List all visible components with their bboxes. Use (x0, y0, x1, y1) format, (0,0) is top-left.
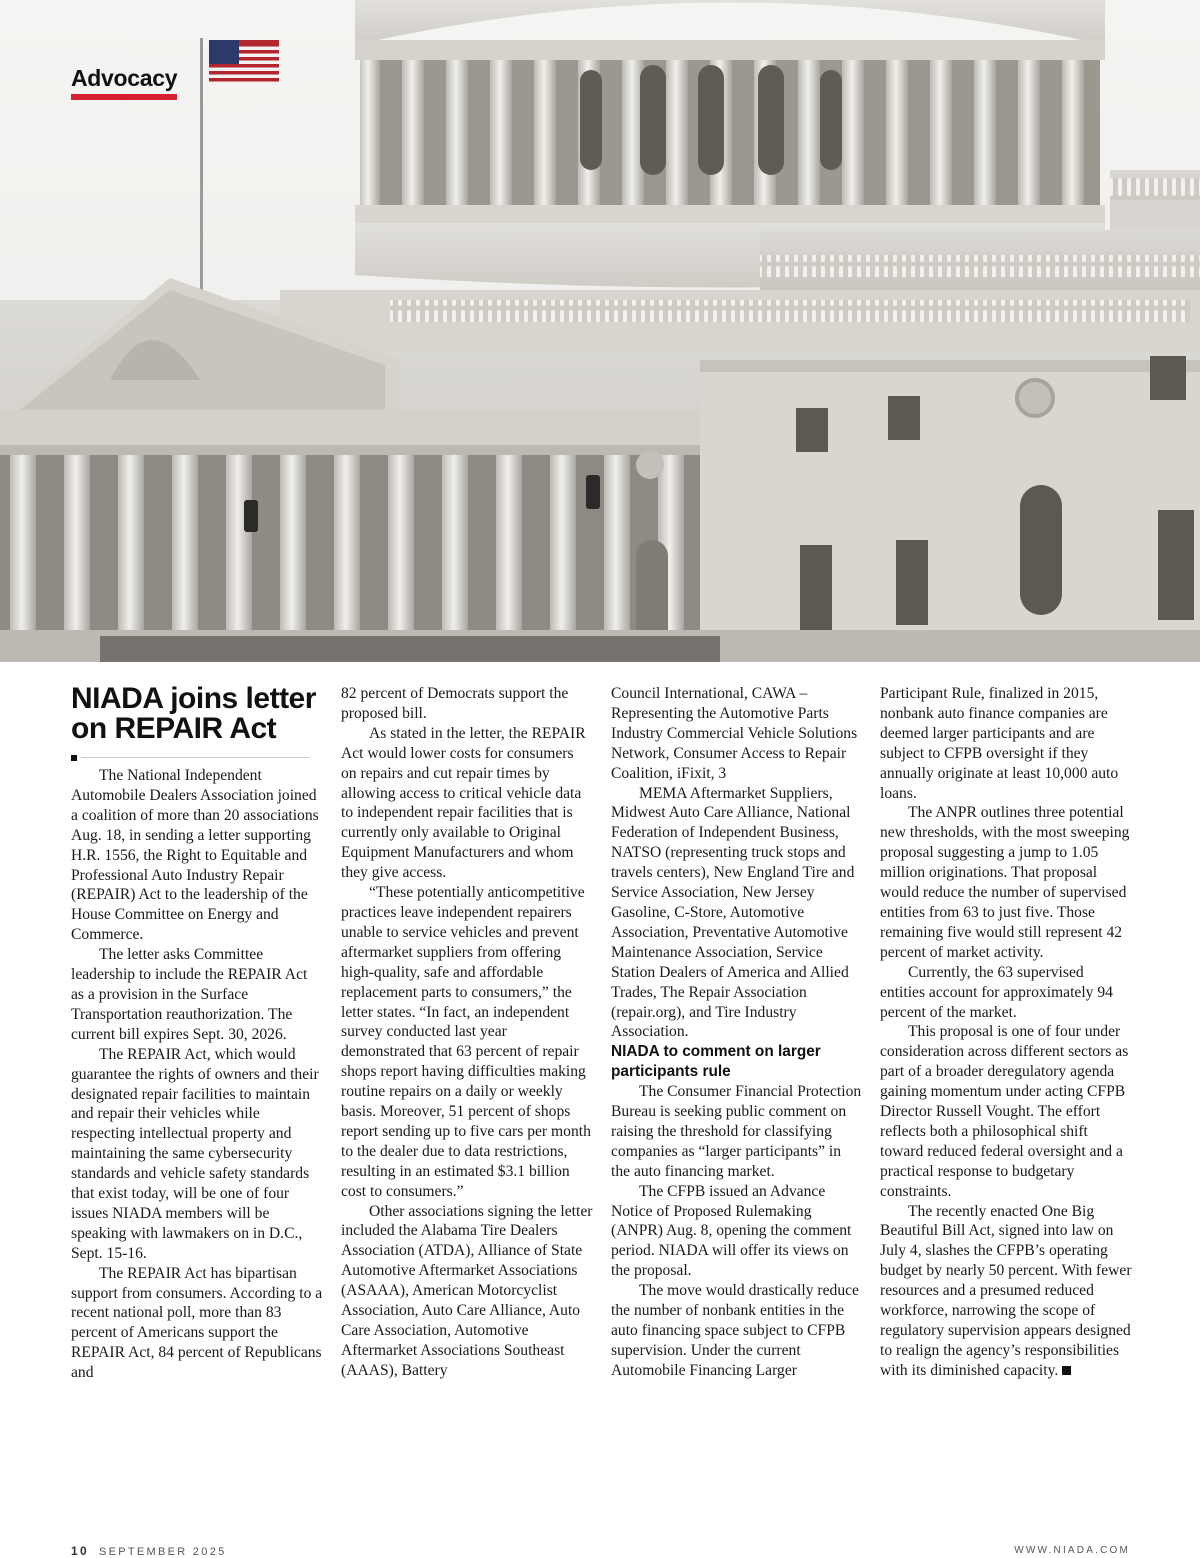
footer-website: WWW.NIADA.COM (1014, 1545, 1130, 1556)
page-number: 10 (71, 1544, 89, 1558)
paragraph: Other associations signing the letter included the Alabama Tire Dealers Association (ATDA), Alliance of State Automotive Aftermarket Associations (ASAAA), American Motorcyclist Association, Auto Care Alliance, Auto Care Association, Automotive Aftermarket Associations Southeast (AAAS), Battery (341, 1202, 593, 1379)
paragraph: Council International, CAWA – Representing the Automotive Parts Industry Commercial Vehicle Solutions Network, Consumer Access to Repair Coalition, iFixit, 3 (611, 685, 858, 782)
paragraph: The REPAIR Act, which would guarantee the rights of owners and their designated repair facilities to maintain and repair their vehicles while respecting intellectual property and maintaining the same cybersecurity standards and vehicle safety standards that exist today, will be one of four issues NIADA members will be speaking with lawmakers on in D.C., Sept. 15-16. (71, 1045, 319, 1262)
paragraph-last (880, 1202, 1132, 1381)
paragraph: 82 percent of Democrats support the proposed bill. (341, 685, 569, 722)
paragraph: The move would drastically reduce the number of nonbank entities in the auto financing space subject to CFPB supervision. Under the current Automobile Financing Larger (611, 1282, 859, 1379)
paragraph: The REPAIR Act has bipartisan support from consumers. According to a recent national poll, more than 83 percent of Americans support the REPAIR Act, 84 percent of Republicans and (71, 1264, 323, 1382)
article-column-3 (611, 684, 863, 1381)
paragraph: Participant Rule, finalized in 2015, nonbank auto finance companies are deemed larger participants and are subject to CFPB oversight if they annually originate at least 10,000 auto loans. (880, 685, 1119, 802)
paragraph: Currently, the 63 supervised entities account for approximately 94 percent of the market. (880, 963, 1113, 1021)
issue-date: SEPTEMBER 2025 (98, 1546, 227, 1558)
article-column-2 (341, 684, 593, 1381)
paragraph-text: The recently enacted One Big Beautiful Bill Act, signed into law on July 4, slashes the CFPB’s operating budget by nearly 50 percent. With fewer resources and a presumed reduced workforce, narrowing the scope of regulatory supervision appears designed to realign the agency’s responsibilities with its diminished capacity. (880, 1202, 1132, 1379)
paragraph: MEMA Aftermarket Suppliers, Midwest Auto Care Alliance, National Federation of Independent Business, NATSO (representing truck stops and travels centers), New England Tire and Service Association, New Jersey Gasoline, C-Store, Automotive Association, Preventative Automotive Maintenance Association, Service Station Dealers of America and Allied Trades, The Repair Association (repair.org), and Tire Industry Association. (611, 784, 855, 1041)
capitol-building-photo (0, 0, 1200, 662)
divider-square-icon (71, 755, 77, 761)
article-subhead: NIADA to comment on larger participants rule (611, 1043, 821, 1081)
paragraph: “These potentially anticompetitive practices leave independent repairers unable to service vehicles and prevent aftermarket suppliers from offering high-quality, safe and affordable replacement parts to consumers,” the letter states. “In fact, an independent survey conducted last year demonstrated that 63 percent of repair shops report having difficulties making routine repairs on a daily or weekly basis. Moreover, 51 percent of shops report sending up to five cars per month to the dealer due to data restrictions, resulting in an estimated $3.1 billion cost to consumers.” (341, 884, 591, 1200)
paragraph: As stated in the letter, the REPAIR Act would lower costs for consumers on repairs and cut repair times by allowing access to critical vehicle data to independent repair facilities that is currently only available to Original Equipment Manufacturers and whom they give access. (341, 724, 586, 882)
paragraph: The Consumer Financial Protection Bureau is seeking public comment on raising the threshold for classifying companies as “larger participants” in the auto financing market. (611, 1083, 862, 1180)
paragraph: The CFPB issued an Advance Notice of Proposed Rulemaking (ANPR) Aug. 8, opening the comment period. NIADA will offer its views on the proposal. (611, 1182, 852, 1280)
headline-divider (71, 752, 323, 762)
hero-photo (0, 0, 1200, 662)
article-headline: NIADA joins letter on REPAIR Act (71, 682, 316, 745)
footer-folio (71, 1544, 227, 1558)
end-of-article-icon (1062, 1366, 1071, 1375)
paragraph: The letter asks Committee leadership to include the REPAIR Act as a provision in the Surface Transportation reauthorization. The current bill expires Sept. 30, 2026. (71, 946, 308, 1043)
article-column-1 (71, 684, 323, 1383)
article-column-4 (880, 684, 1132, 1381)
paragraph: The National Independent Automobile Dealers Association joined a coalition of more than 20 associations Aug. 18, in sending a letter supporting H.R. 1556, the Right to Equitable and Professional Auto Industry Repair (REPAIR) Act to the leadership of the House Committee on Energy and Commerce. (71, 767, 319, 944)
paragraph: The ANPR outlines three potential new thresholds, with the most sweeping proposal suggesting a jump to 1.05 million originations. That proposal would reduce the number of supervised entities from 63 to just five. Those remaining five would still represent 42 percent of market activity. (880, 804, 1130, 961)
paragraph: This proposal is one of four under consideration across different sectors as part of a broader deregulatory agenda gaining momentum under acting CFPB Director Russell Vought. The effort reflects both a philosophical shift toward reduced federal oversight and a practical response to budgetary constraints. (880, 1023, 1129, 1200)
section-label: Advocacy (71, 66, 177, 100)
